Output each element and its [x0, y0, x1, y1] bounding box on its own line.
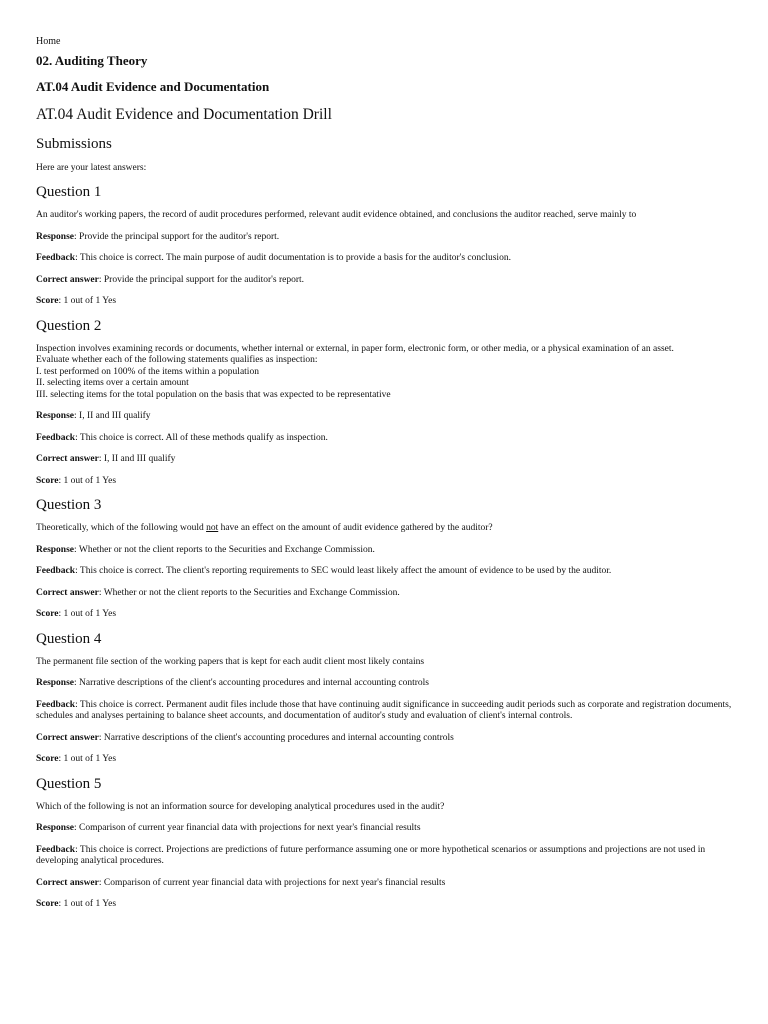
page-title: AT.04 Audit Evidence and Documentation Drill — [36, 106, 332, 123]
feedback-value: This choice is correct. All of these methods qualify as inspection. — [79, 432, 328, 443]
correct-answer-value: Narrative descriptions of the client's accounting procedures and internal accounting controls — [103, 732, 454, 743]
feedback-row: Feedback: This choice is correct. The client's reporting requirements to SEC would least likely affect the amount of evidence to be used by the auditor. — [36, 566, 612, 576]
question-prompt — [36, 802, 732, 814]
correct-answer-label: Correct answer — [36, 274, 99, 285]
question-1 — [36, 184, 732, 308]
correct-answer-row: Correct answer: Whether or not the client reports to the Securities and Exchange Commission. — [36, 587, 400, 598]
feedback-row: Feedback: This choice is correct. Projections are predictions of future performance assuming one or more hypothetical scenarios or assumptions and projections are not used in developing analytical procedures. — [36, 844, 706, 866]
correct-answer-value: Provide the principal support for the auditor's report. — [103, 274, 304, 285]
response-value: Whether or not the client reports to the Securities and Exchange Commission. — [78, 544, 375, 555]
correct-answer-value: I, II and III qualify — [103, 454, 176, 464]
response-row: Response: Whether or not the client reports to the Securities and Exchange Commission. — [36, 544, 375, 555]
home-link[interactable]: Home — [36, 36, 61, 47]
submissions-heading: Submissions — [36, 136, 112, 152]
score-value: 1 out of 1 Yes — [63, 475, 117, 486]
feedback-label: Feedback — [36, 253, 76, 263]
question-prompt — [36, 344, 732, 402]
question-title: Question 2 — [36, 317, 102, 334]
response-value: Comparison of current year financial data with projections for next year's financial results — [79, 823, 421, 833]
feedback-row: Feedback: This choice is correct. All of these methods qualify as inspection. — [36, 432, 328, 443]
score-row: Score: 1 out of 1 Yes — [36, 899, 117, 909]
prompt-line: I. test performed on 100% of the items within a population — [36, 366, 259, 377]
feedback-value: This choice is correct. Permanent audit files include those that have continuing audit significance in succeeding audit periods such as corporate and registration documents, schedules and analyses pertaining to balance sheet accounts, and documentation of auditor's study and evaluation of client's internal controls. — [36, 699, 732, 721]
course-crumb[interactable]: 02. Auditing Theory — [36, 53, 148, 68]
question-prompt — [36, 657, 732, 669]
question-4 — [36, 631, 732, 766]
prompt-line: Which of the following is not an information source for developing analytical procedures used in the audit? — [36, 801, 445, 812]
question-3 — [36, 497, 732, 621]
score-value: 1 out of 1 Yes — [63, 609, 117, 619]
response-label: Response — [36, 823, 75, 833]
prompt-line: The permanent file section of the working papers that is kept for each audit client most likely contains — [36, 656, 425, 667]
score-value: 1 out of 1 Yes — [63, 899, 117, 909]
prompt-line: Evaluate whether each of the following statements qualifies as inspection: — [36, 355, 318, 365]
question-5 — [36, 776, 732, 911]
prompt-line: III. selecting items for the total population on the basis that was expected to be representative — [36, 389, 391, 400]
score-value: 1 out of 1 Yes — [63, 296, 117, 306]
feedback-row: Feedback: This choice is correct. The main purpose of audit documentation is to provide a basis for the auditor's conclusion. — [36, 253, 511, 263]
response-row: Response: Narrative descriptions of the client's accounting procedures and internal accounting controls — [36, 678, 429, 688]
response-row: Response: Provide the principal support for the auditor's report. — [36, 231, 280, 242]
module-crumb[interactable]: AT.04 Audit Evidence and Documentation — [36, 79, 270, 94]
question-title: Question 1 — [36, 184, 102, 200]
correct-answer-label: Correct answer — [36, 454, 99, 464]
score-label: Score — [36, 296, 59, 306]
correct-answer-row: Correct answer: Provide the principal support for the auditor's report. — [36, 274, 304, 285]
response-row: Response: I, II and III qualify — [36, 411, 151, 421]
question-prompt — [36, 523, 732, 535]
score-row: Score: 1 out of 1 Yes — [36, 754, 117, 764]
response-row: Response: Comparison of current year financial data with projections for next year's financial results — [36, 823, 421, 833]
score-label: Score — [36, 475, 59, 486]
score-label: Score — [36, 754, 59, 764]
question-prompt — [36, 210, 732, 222]
feedback-value: This choice is correct. The main purpose of audit documentation is to provide a basis for the auditor's conclusion. — [79, 253, 511, 263]
response-value: I, II and III qualify — [79, 411, 151, 421]
prompt-text-before: Theoretically, which of the following would — [36, 523, 207, 533]
correct-answer-value: Comparison of current year financial data with projections for next year's financial results — [103, 877, 446, 888]
intro-text: Here are your latest answers: — [36, 163, 147, 173]
correct-answer-row: Correct answer: Narrative descriptions of the client's accounting procedures and internal accounting controls — [36, 732, 454, 743]
response-label: Response — [36, 411, 75, 421]
score-row: Score: 1 out of 1 Yes — [36, 296, 117, 306]
correct-answer-label: Correct answer — [36, 877, 99, 888]
feedback-label: Feedback — [36, 432, 76, 443]
correct-answer-label: Correct answer — [36, 587, 99, 598]
prompt-line: Inspection involves examining records or documents, whether internal or external, in paper form, electronic form, or other media, or a physical examination of an asset. — [36, 343, 674, 354]
score-label: Score — [36, 899, 59, 909]
score-row: Score: 1 out of 1 Yes — [36, 609, 117, 619]
score-label: Score — [36, 609, 59, 619]
prompt-text-after: have an effect on the amount of audit evidence gathered by the auditor? — [218, 523, 493, 533]
response-label: Response — [36, 231, 75, 242]
response-label: Response — [36, 678, 75, 688]
score-row: Score: 1 out of 1 Yes — [36, 475, 117, 486]
question-2 — [36, 318, 732, 488]
response-value: Narrative descriptions of the client's accounting procedures and internal accounting controls — [79, 678, 429, 688]
prompt-line: An auditor's working papers, the record of audit procedures performed, relevant audit evidence obtained, and conclusions the auditor reached, serve mainly to — [36, 210, 637, 220]
feedback-row: Feedback: This choice is correct. Permanent audit files include those that have continuing audit significance in succeeding audit periods such as corporate and registration documents, schedules and analyses pertaining to balance sheet accounts, and documentation of auditor's study and evaluation of client's internal controls. — [36, 699, 732, 721]
prompt-line: II. selecting items over a certain amount — [36, 378, 189, 388]
correct-answer-row: Correct answer: Comparison of current year financial data with projections for next year's financial results — [36, 877, 446, 888]
question-title: Question 5 — [36, 775, 102, 792]
correct-answer-row: Correct answer: I, II and III qualify — [36, 454, 176, 464]
question-title: Question 3 — [36, 497, 102, 513]
correct-answer-value: Whether or not the client reports to the Securities and Exchange Commission. — [103, 587, 400, 598]
prompt-emphasis: not — [206, 523, 219, 533]
question-title: Question 4 — [36, 630, 102, 647]
feedback-label: Feedback — [36, 844, 76, 855]
feedback-value: This choice is correct. Projections are predictions of future performance assuming one or more hypothetical scenarios or assumptions and projections are not used in developing analytical procedures. — [36, 844, 706, 866]
feedback-value: This choice is correct. The client's reporting requirements to SEC would least likely affect the amount of evidence to be used by the auditor. — [79, 566, 612, 576]
feedback-label: Feedback — [36, 566, 76, 576]
feedback-label: Feedback — [36, 699, 76, 710]
response-value: Provide the principal support for the auditor's report. — [79, 231, 280, 242]
score-value: 1 out of 1 Yes — [63, 754, 117, 764]
response-label: Response — [36, 544, 75, 555]
correct-answer-label: Correct answer — [36, 732, 99, 743]
